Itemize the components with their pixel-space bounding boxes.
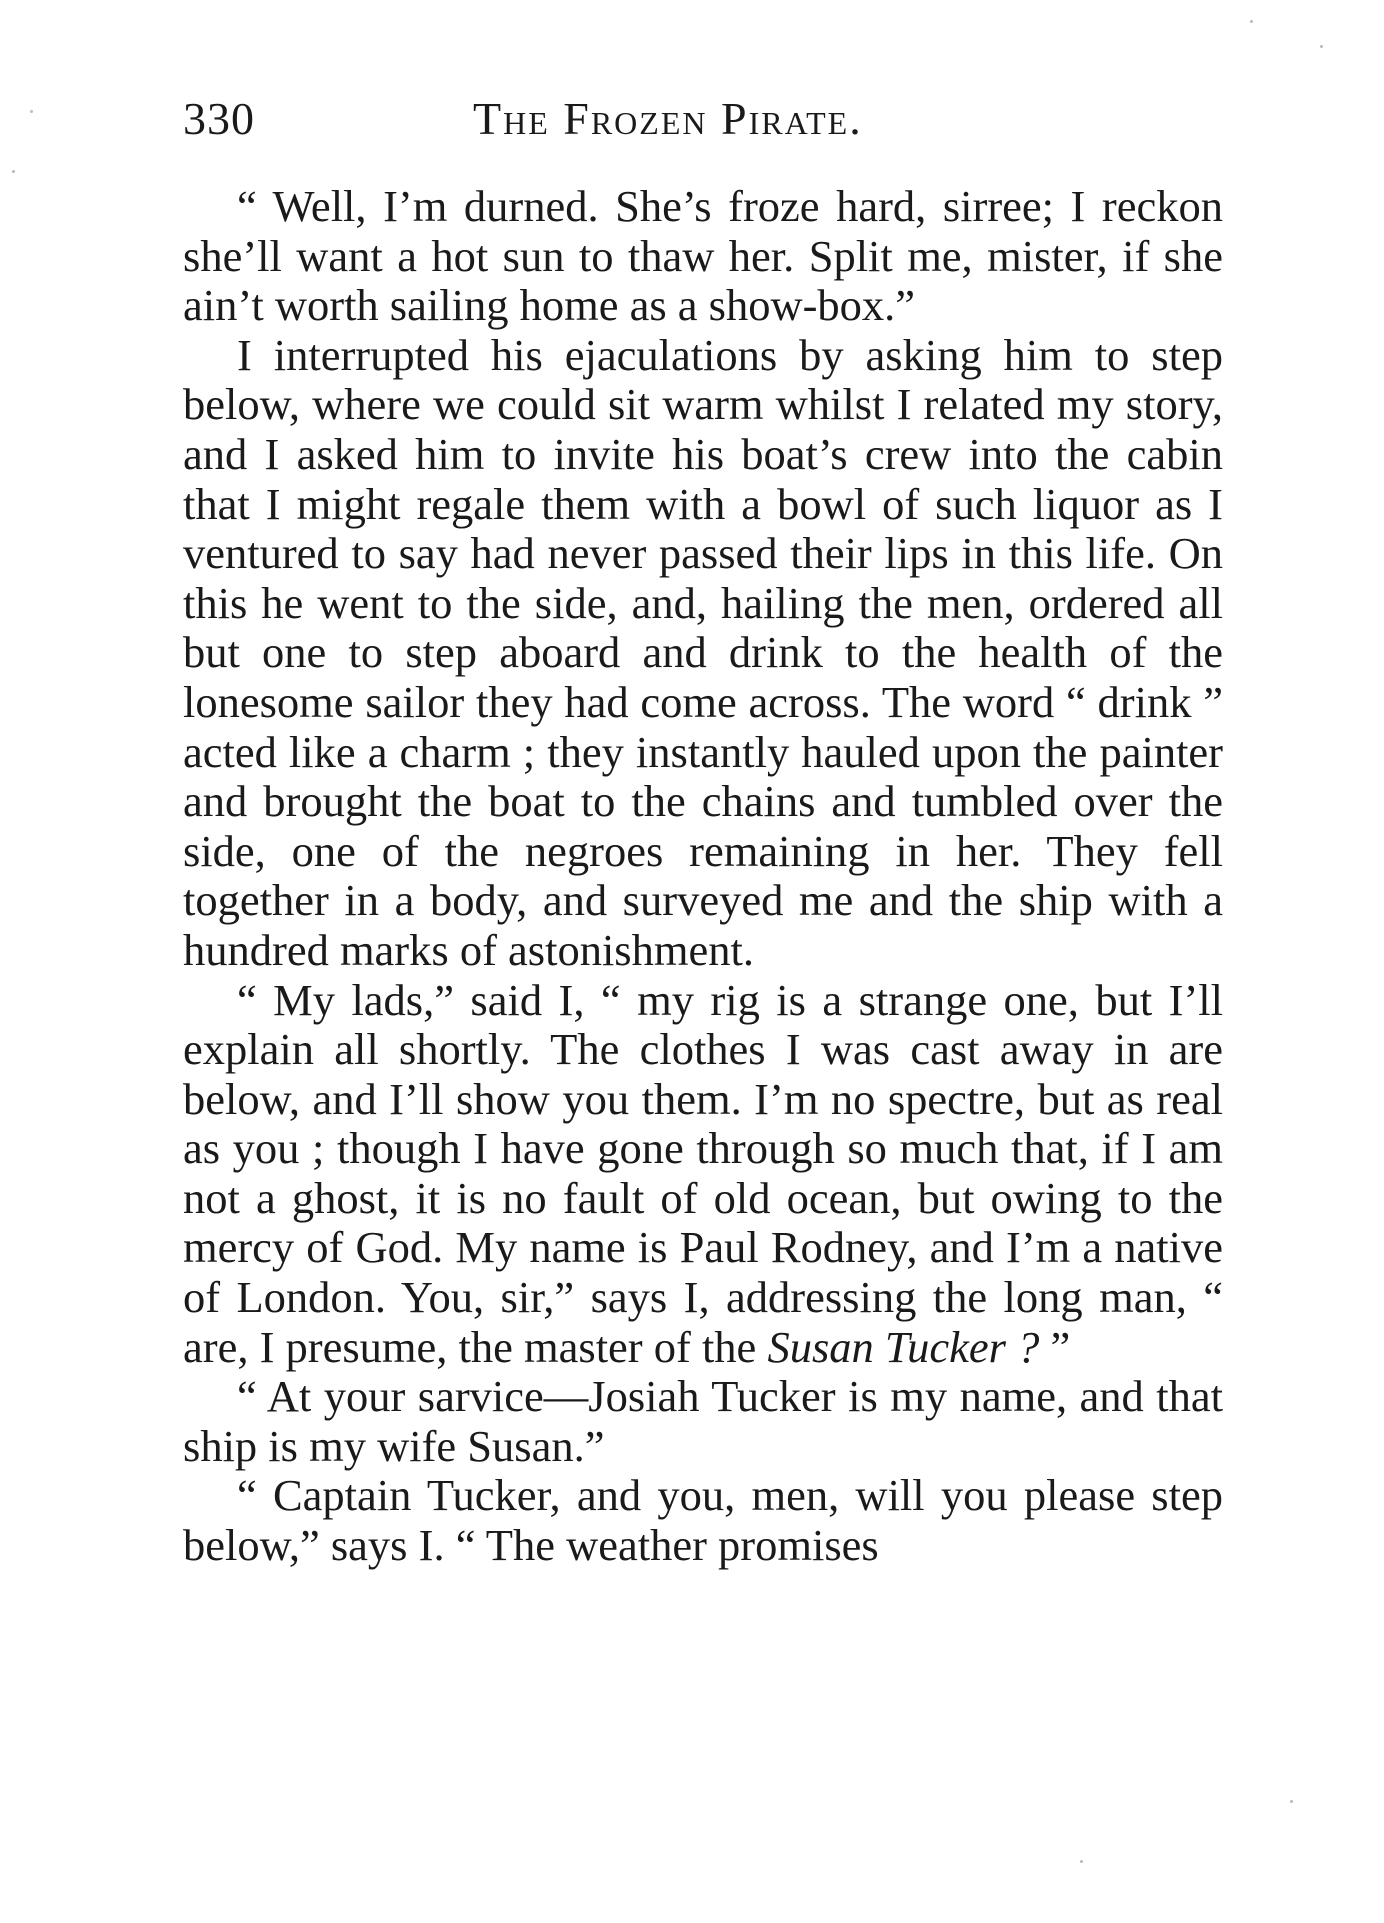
paragraph-4: “ At your sarvice—Josiah Tucker is my name, and that ship is my wife Susan.” — [183, 1371, 1223, 1471]
paper-speck — [1250, 20, 1253, 23]
paragraph-3 — [183, 976, 1223, 1373]
page-header — [183, 92, 1233, 162]
ship-name-italic: Susan Tucker ? — [767, 1321, 1040, 1372]
page-number: 330 — [183, 93, 255, 144]
paragraph-1: “ Well, I’m durned. She’s froze hard, sirree; I reckon she’ll want a hot sun to thaw her. Split me, mister, if she ain’t worth sailing home as a show-box.” — [183, 181, 1223, 331]
paper-speck — [12, 170, 15, 173]
paper-speck — [1320, 45, 1323, 48]
paper-speck — [30, 110, 33, 113]
paragraph-2: I interrupted his ejaculations by asking him to step below, where we could sit warm whilst I related my story, and I asked him to invite his boat’s crew into the cabin that I might regale them with a bowl of such liquor as I ventured to say had never passed their lips in this life. On this he went to the side, and, hailing the men, ordered all but one to step aboard and drink to the health of the lonesome sailor they had come across. The word “ drink ” acted like a charm ; they instantly hauled upon the painter and brought the boat to the chains and tumbled over the side, one of the negroes remaining in her. They fell together in a body, and surveyed me and the ship with a hundred marks of astonishment. — [183, 329, 1223, 975]
paper-speck — [1080, 1860, 1083, 1863]
body-text — [183, 182, 1223, 1571]
paragraph-5: “ Captain Tucker, and you, men, will you please step below,” says I. “ The weather promises — [183, 1470, 1223, 1571]
running-title: The Frozen Pirate. — [473, 93, 863, 144]
paper-speck — [1290, 1800, 1293, 1803]
paragraph-3-closing: ” — [1039, 1321, 1071, 1372]
paragraph-3-text: “ My lads,” said I, “ my rig is a strange one, but I’ll explain all shortly. The clothes I was cast away in are below, and I’ll show you them. I’m no spectre, but as real as you ; though I have gone through so much that, if I am not a ghost, it is no fault of old ocean, but owing to the mercy of God. My name is Paul Rodney, and I’m a native of London. You, sir,” says I, addressing the long man, “ are, I presume, the master of the — [183, 974, 1223, 1372]
